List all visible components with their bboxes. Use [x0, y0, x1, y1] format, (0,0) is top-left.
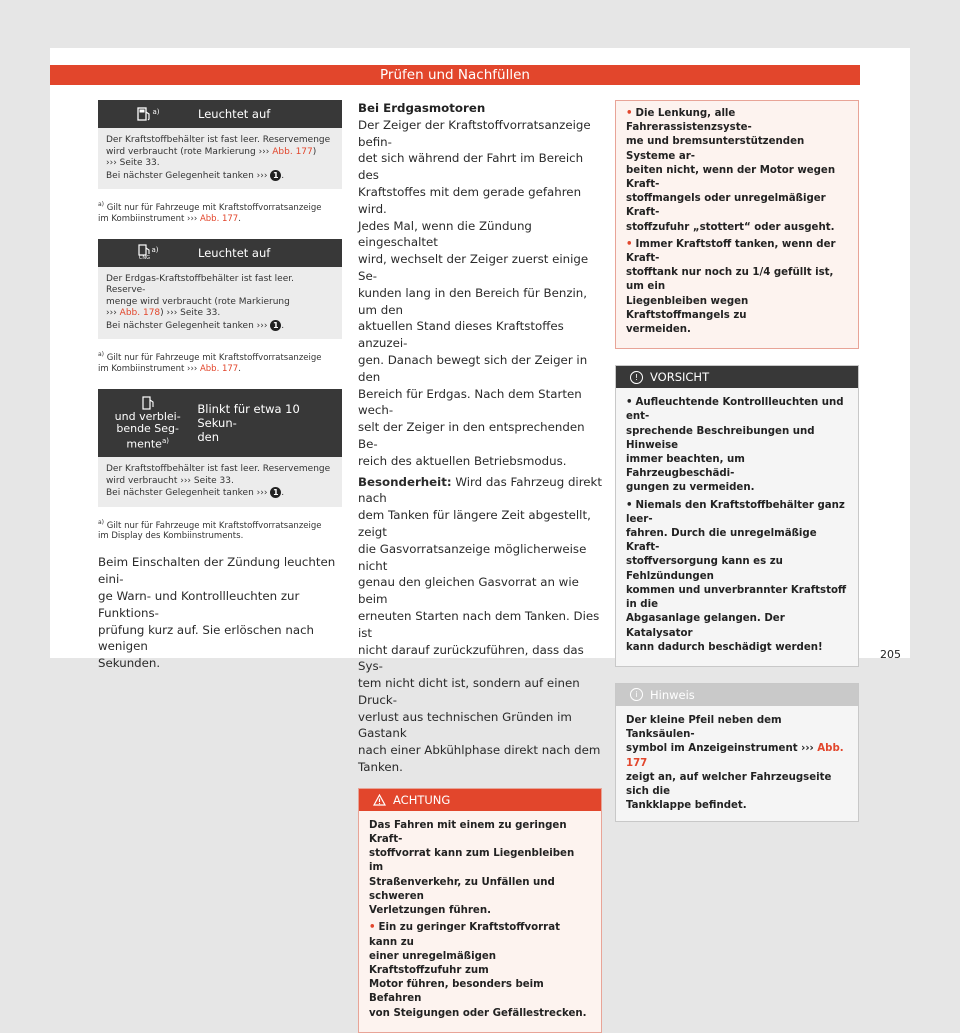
caution-body — [616, 388, 858, 666]
icon-caption: und verblei- — [114, 410, 181, 424]
exclamation-icon: ! — [630, 371, 643, 384]
text-line: Motor führen, besonders beim Befahren — [369, 979, 544, 1005]
text-line: genau den gleichen Gasvorrat an wie beim — [358, 575, 579, 607]
hint-header — [616, 684, 858, 706]
warning-header — [359, 789, 601, 811]
text-line: Immer Kraftstoff tanken, wenn der Kraft- — [626, 238, 836, 265]
text-line: gen. Danach bewegt sich der Zeiger in den — [358, 352, 588, 384]
text-line: aktuellen Stand dieses Kraftstoffes anzuzei- — [358, 319, 564, 351]
warning-box-continued — [615, 100, 859, 349]
text-line: erneuten Starten nach dem Tanken. Dies ist — [358, 608, 600, 640]
figure-link[interactable]: Abb. 178 — [119, 308, 161, 319]
caution-title: VORSICHT — [650, 370, 710, 385]
desc-line: Der Erdgas-Kraftstoffbehälter ist fast leer. Reserve- — [106, 273, 294, 296]
text-line: die Gasvorratsanzeige möglicherweise nicht — [358, 541, 587, 573]
desc-line: Bei nächster Gelegenheit tanken ››› 1 . — [106, 488, 285, 499]
hint-box — [615, 683, 859, 822]
desc-line: Der Kraftstoffbehälter ist fast leer. Reservemenge — [106, 135, 331, 145]
fuel-pump-icon-cell — [98, 106, 198, 122]
text-line: gungen zu vermeiden. — [626, 482, 755, 494]
page-header: Prüfen und Nachfüllen — [50, 65, 860, 85]
paragraph-special: Besonderheit: Wird das Fahrzeug direkt nach dem Tanken für längere Zeit abgestellt, zeigt die Gasvorratsanzeige möglicherweise nicht genau den gleichen Gasvorrat an wie beim erneuten Starten nach dem Tanken. Dies ist nicht darauf zurückzuführen, dass das Sys- tem nicht dicht ist, sondern auf einen Druck- verlust aus technischen Gründen im Gastank nach einer Abkühlphase direkt nach dem Tanken. — [358, 474, 603, 775]
text-line: immer beachten, um Fahrzeugbeschädi- — [626, 454, 745, 480]
text-line: det sich während der Fahrt im Bereich des — [358, 151, 584, 183]
note-marker-icon[interactable]: 1 — [270, 320, 281, 331]
cng-label: CNG — [138, 255, 151, 262]
text-line: selt der Zeiger in den entsprechenden Be- — [358, 420, 585, 451]
text-line: Aufleuchtende Kontrollleuchten und ent- — [626, 397, 844, 423]
footnote-marker: a) — [152, 108, 160, 116]
warning-title: ACHTUNG — [393, 792, 451, 807]
warning-bullet: • Ein zu geringer Kraftstoffvorrat kann zu einer unregelmäßigen Kraftstoffzufuhr zum Motor führen, besonders beim Befahren von Steigungen oder Gefällestrecken. — [369, 921, 591, 1020]
caution-bullet: • Niemals den Kraftstoffbehälter ganz leer- fahren. Durch die unregelmäßige Kraft- stoffversorgung kann es zu Fehlzündungen kommen und unverbrannter Kraftstoff in die Abgasanlage gelangen. Der Katalysator kann dadurch beschädigt werden! — [626, 499, 848, 655]
column-middle — [358, 100, 602, 1033]
hint-title: Hinweis — [650, 687, 695, 702]
intro-paragraph: Beim Einschalten der Zündung leuchten eini- ge Warn- und Kontrollleuchten zur Funktions- prüfung kurz auf. Sie erlöschen nach wenigen Sekunden. — [98, 555, 336, 671]
warning-triangle-icon — [373, 794, 386, 806]
note-marker-icon[interactable]: 1 — [270, 170, 281, 181]
section-heading: Bei Erdgasmotoren — [358, 101, 486, 115]
indicator-description — [98, 128, 342, 189]
text-line: Jedes Mal, wenn die Zündung eingeschaltet — [358, 218, 532, 250]
indicator-bar-cng — [98, 239, 342, 267]
fuel-pump-icon — [141, 395, 155, 411]
column-left — [98, 100, 342, 676]
text-line: reich des aktuellen Betriebsmodus. — [358, 453, 567, 468]
page-number: 205 — [880, 648, 901, 661]
text-line: Abgasanlage gelangen. Der Katalysator — [626, 613, 785, 639]
text-line: einer unregelmäßigen Kraftstoffzufuhr zum — [369, 950, 497, 976]
indicator-description — [98, 267, 342, 340]
warning-body — [359, 811, 601, 1032]
text-line: Tanken. — [358, 760, 403, 775]
footnote-marker: a) — [151, 246, 159, 255]
indicator-label: Blinkt für etwa 10 Sekun- den — [197, 402, 300, 445]
text-line: kunden lang in den Bereich für Benzin, um den — [358, 285, 588, 317]
text-line: nicht darauf zurückzuführen, dass das Sys- — [358, 642, 584, 674]
text-line: Die Lenkung, alle Fahrerassistenzsyste- — [626, 108, 752, 134]
text-line: verlust aus technischen Gründen im Gastank — [358, 709, 572, 741]
indicator-label: Leuchtet auf — [198, 107, 271, 121]
cng-icon-cell — [98, 244, 198, 261]
footnote: $^{a)}$ Gilt nur für Fahrzeuge mit Kraftstoffvorratsanzeige im Kombiinstrument ››› Abb. 177. — [98, 201, 322, 224]
icon-caption: mente$^{a)}$ — [126, 437, 169, 451]
page-reference[interactable]: ››› Seite 33. — [106, 158, 160, 168]
desc-line: wird verbraucht (rote Markierung ››› Abb. 177) — [106, 146, 317, 157]
text-line: fahren. Durch die unregelmäßige Kraft- — [626, 528, 817, 554]
note-marker-icon[interactable]: 1 — [270, 487, 281, 498]
text-line: tem nicht dicht ist, sondern auf einen Druck- — [358, 676, 580, 707]
text-line: Niemals den Kraftstoffbehälter ganz leer- — [626, 499, 845, 525]
indicator-bar-fuel — [98, 100, 342, 128]
desc-line: Bei nächster Gelegenheit tanken ››› 1 . — [106, 320, 285, 331]
desc-line: ››› Abb. 178) ››› Seite 33. — [106, 308, 221, 319]
warning-body — [616, 101, 858, 348]
text-line: Straßenverkehr, zu Unfällen und schweren — [369, 876, 555, 902]
text-line: me und bremsunterstützenden Systeme ar- — [626, 136, 805, 162]
indicator-description — [98, 457, 342, 507]
desc-line: Der Kraftstoffbehälter ist fast leer. Reservemenge — [106, 464, 331, 475]
text-line: stofftank nur noch zu 1/4 gefüllt ist, um ein — [626, 267, 834, 293]
text-line: beiten nicht, wenn der Motor wegen Kraft- — [626, 164, 836, 191]
text-line: Wird das Fahrzeug direkt nach — [358, 474, 603, 506]
caution-bullet: • Aufleuchtende Kontrollleuchten und ent- sprechende Beschreibungen und Hinweise immer beachten, um Fahrzeugbeschädi- gungen zu vermeiden. — [626, 396, 848, 495]
warning-bullet: • Immer Kraftstoff tanken, wenn der Kraft- stofftank nur noch zu 1/4 gefüllt ist, um ein Liegenbleiben wegen Kraftstoffmangels zu vermeiden. — [626, 238, 848, 337]
text-line: kommen und unverbrannter Kraftstoff in die — [626, 584, 847, 611]
hint-body: Der kleine Pfeil neben dem Tanksäulen- symbol im Anzeigeinstrument ››› Abb. 177 zeigt an, auf welcher Fahrzeugseite sich die Tankklappe befindet. — [626, 714, 844, 812]
text-line: Liegenbleiben wegen Kraftstoffmangels zu — [626, 295, 749, 321]
text-line: kann dadurch beschädigt werden! — [626, 641, 823, 653]
text-line: nach einer Abkühlphase direkt nach dem — [358, 743, 601, 758]
indicator-bar-segments — [98, 389, 342, 457]
warning-box — [358, 788, 602, 1033]
text-line: Das Fahren mit einem zu geringen Kraft- — [369, 819, 567, 846]
text-line: stoffmangels oder unregelmäßiger Kraft- — [626, 193, 826, 219]
text-line: Bereich für Erdgas. Nach dem Starten wech- — [358, 386, 582, 418]
figure-link[interactable]: Abb. 177 — [199, 364, 239, 375]
footnote: $^{a)}$ Gilt nur für Fahrzeuge mit Kraftstoffvorratsanzeige im Kombiinstrument ››› Abb. 177. — [98, 351, 322, 375]
text-line: stoffzufuhr „stottert“ oder ausgeht. — [626, 221, 835, 233]
footnote: $^{a)}$ Gilt nur für Fahrzeuge mit Kraftstoffvorratsanzeige im Display des Kombiinstruments. — [98, 518, 322, 542]
desc-line: menge wird verbraucht (rote Markierung — [106, 296, 290, 307]
text-line: Kraftstoffes mit dem gerade gefahren wird. — [358, 184, 582, 216]
text-line: dem Tanken für längere Zeit abgestellt, zeigt — [358, 508, 591, 539]
info-icon: i — [630, 688, 643, 701]
text-line: Verletzungen führen. — [369, 905, 491, 917]
paragraph-cng — [358, 117, 602, 470]
warning-text — [369, 819, 591, 918]
text-line: sprechende Beschreibungen und Hinweise — [626, 425, 815, 451]
text-line: stoffversorgung kann es zu Fehlzündungen — [626, 556, 783, 582]
text-line: vermeiden. — [626, 324, 691, 336]
warning-bullet: • Die Lenkung, alle Fahrerassistenzsyste- me und bremsunterstützenden Systeme ar- beiten nicht, wenn der Motor wegen Kraft- stoffmangels oder unregelmäßiger Kraft- stoffzufuhr „stottert“ oder ausgeht. — [626, 107, 848, 235]
figure-link[interactable]: Abb. 177 — [626, 743, 844, 769]
icon-caption: bende Seg- — [116, 422, 180, 436]
fuel-pump-icon — [136, 106, 152, 122]
indicator-label: Leuchtet auf — [198, 245, 271, 260]
desc-line: wird verbraucht ››› Seite 33. — [106, 475, 234, 486]
desc-line: Bei nächster Gelegenheit tanken ››› 1 . — [106, 170, 285, 181]
figure-link[interactable]: Abb. 177 — [272, 146, 313, 157]
caution-header — [616, 366, 858, 388]
text-line: von Steigungen oder Gefällestrecken. — [369, 1007, 587, 1019]
figure-link[interactable]: Abb. 177 — [199, 213, 239, 224]
text-line: stoffvorrat kann zum Liegenbleiben im — [369, 848, 575, 874]
column-right — [615, 100, 859, 822]
text-line: Der Zeiger der Kraftstoffvorratsanzeige befin- — [358, 117, 591, 149]
segments-icon-cell — [98, 395, 197, 451]
caution-box — [615, 365, 859, 667]
text-line: wird, wechselt der Zeiger zuerst einige Se- — [358, 252, 589, 283]
text-line: Ein zu geringer Kraftstoffvorrat kann zu — [369, 922, 560, 948]
